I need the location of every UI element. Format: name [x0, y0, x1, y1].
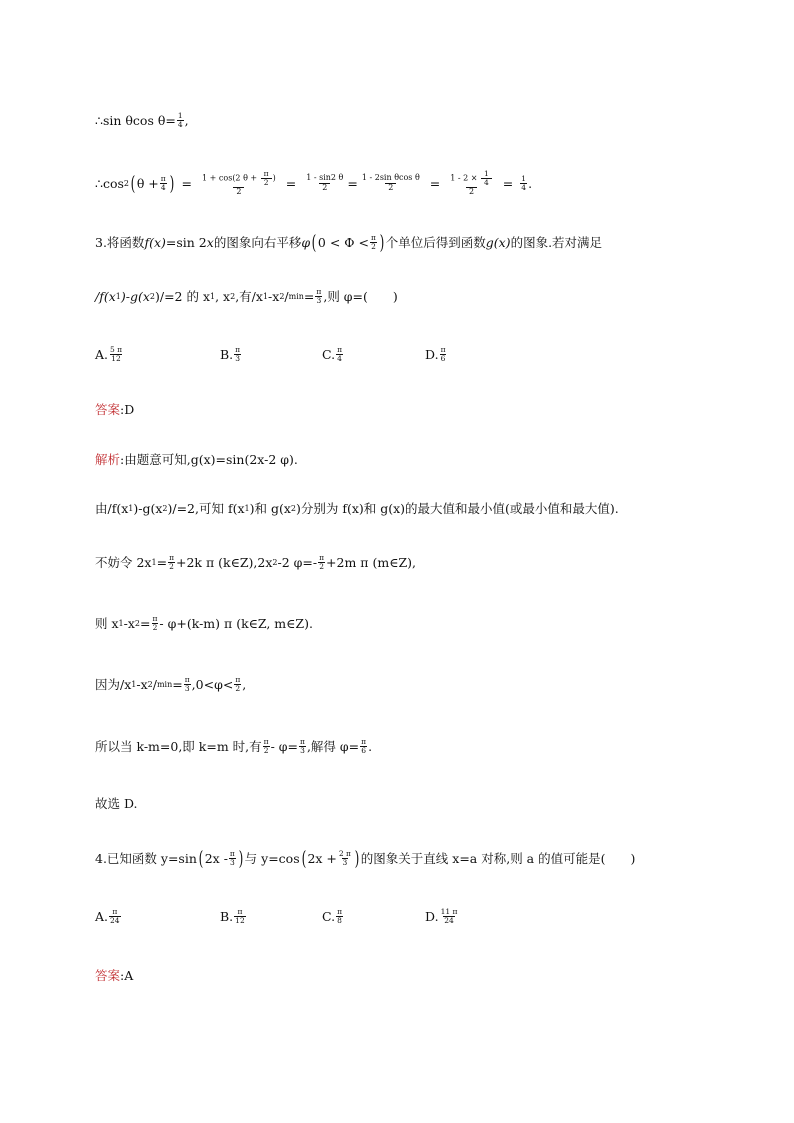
fraction [234, 346, 241, 363]
subscript: 2 [272, 557, 278, 567]
equals: = [181, 175, 193, 191]
fraction [447, 170, 496, 196]
numerator: π [370, 232, 376, 242]
right-paren: ) [379, 230, 385, 254]
fraction [234, 676, 241, 693]
subscript: 1 [151, 557, 157, 567]
numerator: π [152, 613, 158, 623]
subscript: 2 [279, 291, 285, 301]
denominator: 24 [444, 915, 454, 925]
text: - φ+(k-m) π (k∈Z, m∈Z). [159, 615, 313, 631]
denominator: 3 [184, 683, 190, 693]
analysis-3-line-7 [95, 794, 138, 812]
analysis-3-line-1 [95, 450, 298, 468]
text: , [184, 112, 189, 128]
analysis-3-line-6 [95, 737, 372, 755]
numerator: π [263, 736, 269, 746]
subscript: 1 [244, 503, 250, 513]
text: ∴cos [95, 175, 124, 191]
left-paren: ( [311, 230, 317, 254]
fraction [315, 288, 322, 305]
text: )-g(x [133, 500, 163, 516]
text: -x [268, 288, 280, 304]
numerator: π [263, 169, 269, 178]
option-c[interactable] [322, 908, 344, 925]
fraction [440, 908, 459, 925]
text: 所以当 k-m=0,即 k=m 时,有 [95, 739, 262, 754]
numerator: 5 π [110, 345, 123, 354]
fraction [303, 174, 346, 192]
right-paren: ) [354, 846, 360, 870]
fraction [299, 738, 306, 755]
option-a[interactable] [95, 346, 124, 363]
equals: = [429, 175, 441, 191]
denominator: 3 [230, 857, 235, 867]
text: )/=2 的 x [154, 289, 210, 304]
text: = [303, 288, 315, 304]
numerator: π [235, 674, 241, 684]
subscript: 2 [149, 291, 155, 301]
text: :由题意可知,g(x)=sin(2x-2 φ). [120, 452, 298, 467]
text: 不妨令 2x [95, 555, 152, 570]
numerator: π [237, 907, 243, 916]
denominator: 2 [233, 187, 244, 196]
option-label: A. [95, 346, 109, 362]
left-paren: ( [130, 171, 136, 196]
subscript: 1 [115, 291, 121, 301]
numerator: 1 - 2sin θcos θ [361, 173, 420, 183]
numerator: 1 - sin2 θ [306, 173, 344, 183]
denominator: 2 [466, 187, 477, 196]
line-sincos [95, 112, 189, 129]
text: x [206, 234, 214, 250]
answer-value: :A [120, 967, 134, 983]
text: ∴sin θcos θ= [95, 112, 176, 128]
numerator: π [316, 286, 322, 296]
text: =sin 2 [165, 234, 207, 250]
numerator: π [169, 552, 174, 562]
left-paren: ( [198, 846, 204, 870]
right-paren: ) [238, 846, 244, 870]
numerator: 1 [484, 169, 489, 178]
numerator: π [229, 848, 235, 858]
numerator: π [160, 173, 166, 183]
denominator: 24 [110, 915, 120, 925]
text: 的图象关于直线 x=a 对称,则 a 的值可能是( ) [360, 851, 636, 866]
text: )分别为 f(x)和 g(x)的最大值和最小值(或最小值和最大值). [295, 501, 619, 516]
subscript: 2 [147, 679, 153, 689]
text: ,有/x [235, 289, 263, 304]
fraction [109, 346, 123, 363]
denominator: 2 [319, 561, 324, 571]
text: +2k π (k∈Z),2x [176, 554, 273, 570]
denominator: 2 [263, 745, 269, 755]
fraction [109, 908, 121, 925]
option-label: C. [322, 908, 336, 924]
text: 故选 D. [95, 796, 138, 811]
text: 2x + [307, 850, 337, 866]
equals: = [502, 175, 514, 191]
text: 的图象向右平移 [213, 235, 302, 250]
denominator: 3 [235, 353, 241, 363]
fraction [336, 346, 343, 363]
numerator: π [337, 907, 343, 916]
line-cos-squared [95, 170, 532, 196]
text: -x [136, 676, 148, 692]
text: φ [301, 234, 311, 250]
denominator: 3 [342, 857, 348, 867]
answer-value: :D [120, 401, 135, 417]
denominator: 2 [169, 561, 174, 571]
option-d[interactable] [425, 908, 459, 925]
text: -x [123, 615, 135, 631]
fraction [263, 738, 270, 755]
numerator: 1 + cos(2 θ + $\frac{\pi}{2}$ ) [202, 169, 276, 187]
answer-label: 答案 [95, 968, 121, 983]
denominator: 4 [160, 182, 166, 192]
subscript: min [156, 679, 173, 689]
numerator: 1 [177, 111, 183, 120]
text: /f(x [95, 288, 116, 304]
subscript: 1 [118, 618, 124, 628]
right-paren: ) [169, 171, 174, 196]
option-a[interactable] [95, 908, 122, 925]
subscript: 1 [210, 291, 216, 301]
text: 2x - [204, 850, 228, 866]
numerator: π [112, 907, 118, 916]
question-4 [95, 848, 635, 868]
text: 与 y=cos [244, 851, 300, 866]
text: -2 φ=- [277, 554, 318, 570]
text: , x [215, 288, 231, 304]
fraction [184, 676, 191, 693]
subscript: 1 [128, 503, 134, 513]
fraction [520, 175, 527, 192]
numerator: π [300, 736, 305, 746]
answer-4 [95, 966, 133, 984]
text: 1 - 2 × [450, 173, 481, 183]
superscript: 2 [123, 178, 129, 188]
numerator [447, 170, 496, 187]
denominator: 8 [337, 915, 342, 925]
text: 3.将函数 [95, 235, 145, 250]
analysis-3-line-2 [95, 499, 619, 517]
text: = [140, 615, 151, 631]
denominator: 6 [361, 745, 366, 755]
fraction [168, 554, 175, 571]
text: . [368, 738, 373, 754]
text: 0 < Φ < [317, 234, 369, 250]
option-label: D. [425, 346, 439, 362]
text: 个单位后得到函数 [385, 235, 486, 250]
text: = [172, 676, 183, 692]
text: )和 g(x [249, 501, 291, 516]
fraction [261, 170, 272, 187]
option-c[interactable] [322, 346, 344, 363]
subscript: 2 [134, 618, 140, 628]
fraction [338, 850, 352, 867]
numerator: 1 [521, 173, 527, 183]
text: θ + [136, 175, 159, 191]
text: = [156, 554, 168, 570]
text: , [242, 676, 247, 692]
text: . [528, 175, 533, 191]
text: / [152, 676, 157, 692]
text: 因为/x [95, 677, 132, 692]
text: / [284, 288, 289, 304]
text: 由/f(x [95, 501, 129, 516]
analysis-label: 解析 [95, 452, 121, 467]
option-label: B. [220, 346, 234, 362]
denominator: 2 [385, 183, 396, 192]
analysis-3-line-4 [95, 614, 313, 632]
fraction [359, 174, 423, 192]
left-paren: ( [301, 846, 306, 870]
fraction [151, 615, 158, 632]
numerator: 11 π [440, 907, 458, 916]
denominator: 2 [261, 178, 272, 187]
fraction [234, 908, 246, 925]
subscript: 1 [131, 679, 137, 689]
option-b[interactable] [220, 908, 247, 925]
option-d[interactable] [425, 346, 448, 363]
fraction [336, 908, 343, 925]
denominator: 4 [177, 119, 183, 129]
text: 1 + cos(2 θ + [202, 173, 260, 183]
denominator: 3 [316, 295, 322, 305]
option-label: A. [95, 908, 109, 924]
denominator: 4 [481, 178, 492, 187]
text: 4.已知函数 y=sin [95, 851, 197, 866]
subscript: 2 [290, 503, 296, 513]
text: )-g(x [120, 288, 150, 304]
numerator: π [361, 736, 367, 746]
numerator: π [235, 345, 241, 354]
fraction [481, 170, 492, 187]
equals: = [285, 175, 297, 191]
fraction [229, 850, 236, 867]
subscript: min [288, 291, 304, 301]
text: +2m π (m∈Z), [326, 554, 417, 570]
fraction [199, 170, 279, 196]
question-3-line-2 [95, 287, 398, 305]
fraction [160, 175, 167, 192]
denominator: 12 [235, 915, 245, 925]
numerator: 2 π [338, 848, 351, 858]
denominator: 3 [300, 745, 305, 755]
text: - φ= [270, 738, 299, 754]
answer-3 [95, 400, 134, 418]
numerator: π [337, 345, 343, 354]
text: ,0<φ< [191, 676, 234, 692]
fraction [318, 554, 325, 571]
denominator: 2 [235, 683, 241, 693]
denominator: 2 [371, 241, 376, 251]
text: ,则 φ=( ) [323, 289, 398, 304]
analysis-3-line-5 [95, 675, 246, 693]
fraction [370, 234, 377, 251]
subscript: 1 [262, 291, 269, 301]
numerator: π [440, 345, 446, 354]
text: f(x) [144, 234, 166, 250]
option-label: C. [322, 346, 336, 362]
text: g(x) [485, 234, 511, 250]
subscript: 2 [162, 503, 168, 513]
option-label: B. [220, 908, 234, 924]
denominator: 6 [440, 353, 446, 363]
denominator: 4 [521, 182, 527, 192]
denominator: 2 [152, 622, 158, 632]
analysis-3-line-3 [95, 553, 416, 571]
numerator: π [184, 674, 190, 684]
fraction [360, 738, 367, 755]
numerator: π [319, 552, 325, 562]
denominator: 12 [111, 353, 121, 363]
option-label: D. [425, 908, 439, 924]
text: ,解得 φ= [306, 739, 360, 754]
fraction [440, 346, 447, 363]
subscript: 2 [230, 291, 236, 301]
text: 则 x [95, 616, 119, 631]
denominator: 2 [319, 183, 330, 192]
question-3-line-1 [95, 232, 602, 252]
option-b[interactable] [220, 346, 242, 363]
denominator: 4 [337, 353, 342, 363]
text: )/=2,可知 f(x [167, 501, 245, 516]
equals: = [347, 175, 358, 191]
fraction [177, 112, 184, 129]
text: 的图象.若对满足 [510, 235, 603, 250]
answer-label: 答案 [95, 402, 121, 417]
